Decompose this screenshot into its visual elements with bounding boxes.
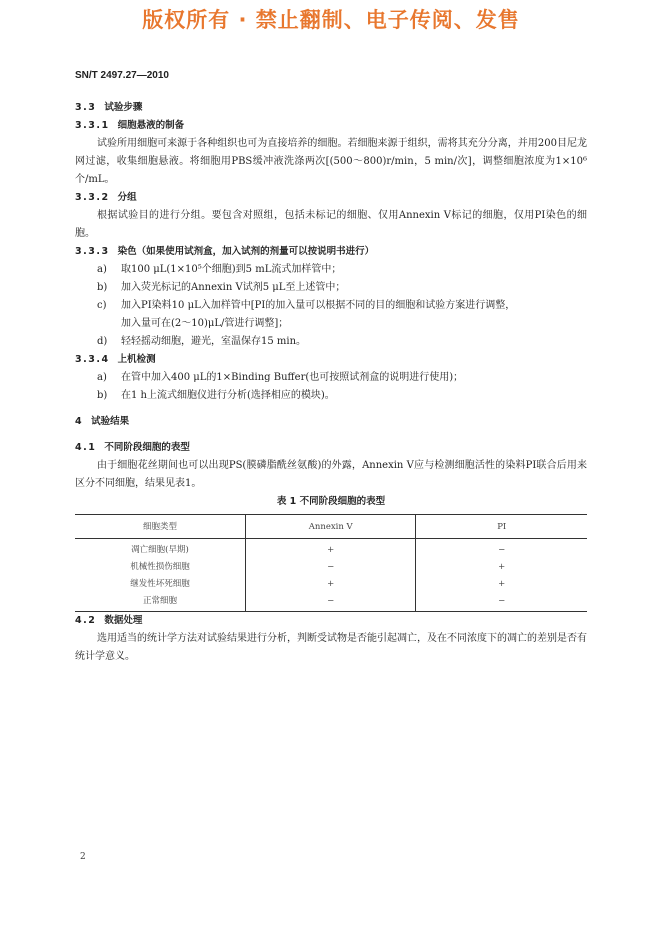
table-header-row xyxy=(75,515,587,539)
section-heading xyxy=(75,189,587,207)
list-item xyxy=(75,279,587,297)
list-item xyxy=(75,297,587,315)
column-header: Annexin V xyxy=(245,515,415,539)
section-number: 3.3.2 xyxy=(75,192,110,203)
table-cell: + xyxy=(416,559,587,576)
section-title: 分组 xyxy=(117,192,137,203)
section-heading xyxy=(75,439,587,457)
section-number: 4.1 xyxy=(75,442,97,453)
table-row xyxy=(75,539,587,560)
paragraph: 试验所用细胞可来源于各种组织也可为直接培养的细胞。若细胞来源于组织，需将其充分分离，并用200目尼龙网过滤，收集细胞悬液。将细胞用PBS缓冲液洗涤两次[(500～800)r/min，5 min/次]，调整细胞浓度为1×10⁶个/mL。 xyxy=(75,138,587,185)
page-number: 2 xyxy=(80,852,86,862)
section-heading xyxy=(75,117,587,135)
section-title: 染色（如果使用试剂盒，加入试剂的剂量可以按说明书进行） xyxy=(117,246,375,257)
list-item-label: a) xyxy=(97,264,107,275)
section-number: 3.3.3 xyxy=(75,246,110,257)
section-heading xyxy=(75,99,587,117)
list-item-label: b) xyxy=(97,390,108,401)
table-row xyxy=(75,576,587,593)
table-cell: − xyxy=(416,539,587,560)
table-cell: + xyxy=(245,576,415,593)
section-heading xyxy=(75,612,587,630)
table-row xyxy=(75,559,587,576)
list-item-text: 轻轻摇动细胞，避光，室温保存15 min。 xyxy=(121,336,307,347)
list-item-label: b) xyxy=(97,282,108,293)
section-heading xyxy=(75,243,587,261)
list-item xyxy=(75,387,587,405)
section-title: 数据处理 xyxy=(104,615,143,626)
spacer xyxy=(75,405,587,413)
list-item-text: 在1 h上流式细胞仪进行分析(选择相应的模块)。 xyxy=(121,390,335,401)
paragraph: 根据试验目的进行分组。要包含对照组，包括未标记的细胞、仅用Annexin V标记的细胞，仅用PI染色的细胞。 xyxy=(75,210,587,239)
list-item-label: d) xyxy=(97,336,108,347)
section-title: 不同阶段细胞的表型 xyxy=(104,442,190,453)
list-item-text: 加入荧光标记的Annexin V试剂5 μL至上述管中； xyxy=(121,282,346,293)
paragraph: 选用适当的统计学方法对试验结果进行分析，判断受试物是否能引起凋亡，及在不同浓度下的凋亡的差别是否有统计学意义。 xyxy=(75,633,587,662)
table-cell: 机械性损伤细胞 xyxy=(130,562,190,572)
section-number: 4.2 xyxy=(75,615,97,626)
section-heading xyxy=(75,413,587,431)
section-heading xyxy=(75,351,587,369)
section-number: 3.3.1 xyxy=(75,120,110,131)
table-cell: − xyxy=(245,559,415,576)
table-caption: 表 1 不同阶段细胞的表型 xyxy=(276,496,386,507)
table-cell: 继发性坏死细胞 xyxy=(130,579,190,589)
list-item-continuation: 加入量可在(2～10)μL/管进行调整]； xyxy=(121,318,289,329)
paragraph: 由于细胞花丝期间也可以出现PS(膜磷脂酰丝氨酸)的外露，Annexin V应与检测细胞活性的染料PI联合后用来区分不同细胞，结果见表1。 xyxy=(75,460,587,489)
copyright-watermark: 版权所有 · 禁止翻制、电子传阅、发售 xyxy=(142,8,520,32)
table-cell: 凋亡细胞(早期) xyxy=(131,545,189,555)
table-row xyxy=(75,593,587,612)
table-cell: − xyxy=(416,593,587,612)
list-item xyxy=(75,261,587,279)
section-title: 试验结果 xyxy=(91,416,130,427)
section-title: 细胞悬液的制备 xyxy=(117,120,185,131)
list-item-text: 取100 μL(1×10⁵个细胞)到5 mL流式加样管中； xyxy=(121,264,342,275)
section-title: 上机检测 xyxy=(117,354,156,365)
table-cell: 正常细胞 xyxy=(75,593,245,612)
section-title: 试验步骤 xyxy=(104,102,143,113)
phenotype-table xyxy=(75,514,587,612)
list-item-label: a) xyxy=(97,372,107,383)
spacer xyxy=(75,431,587,439)
document-body xyxy=(75,99,587,666)
list-item-text: 加入PI染料10 μL入加样管中[PI的加入量可以根据不同的目的细胞和试验方案进行调整， xyxy=(121,300,516,311)
document-number: SN/T 2497.27—2010 xyxy=(75,70,169,81)
table-cell: − xyxy=(245,593,415,612)
section-number: 4 xyxy=(75,416,84,427)
list-item-label: c) xyxy=(97,300,107,311)
list-item xyxy=(75,369,587,387)
list-item xyxy=(75,333,587,351)
section-number: 3.3 xyxy=(75,102,97,113)
list-item-text: 在管中加入400 μL的1×Binding Buffer(也可按照试剂盒的说明进行使用)； xyxy=(121,372,464,383)
table-cell: + xyxy=(245,539,415,560)
column-header: 细胞类型 xyxy=(75,515,245,539)
section-number: 3.3.4 xyxy=(75,354,110,365)
column-header: PI xyxy=(416,515,587,539)
table-cell: + xyxy=(416,576,587,593)
